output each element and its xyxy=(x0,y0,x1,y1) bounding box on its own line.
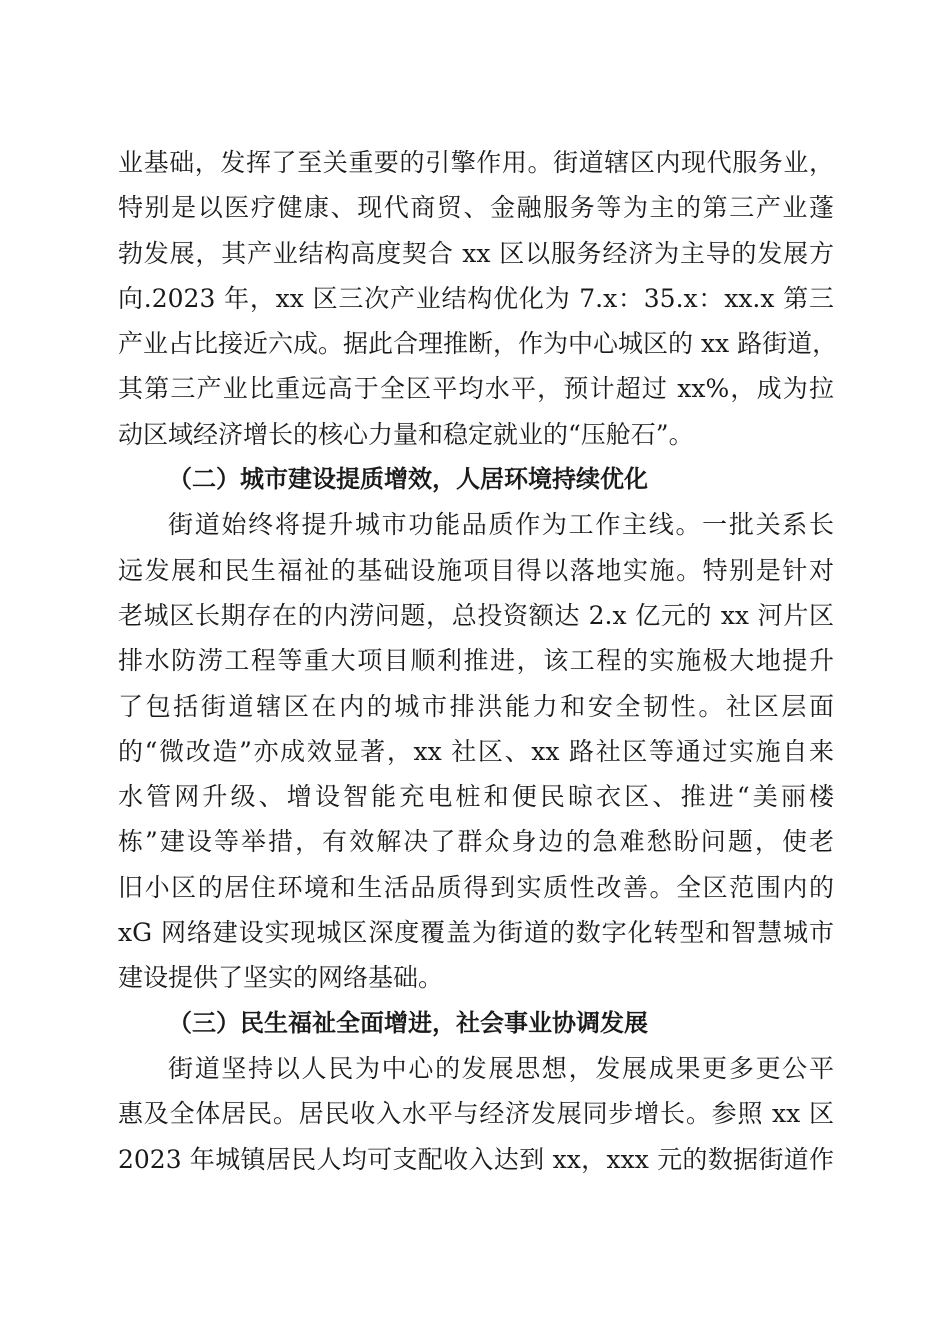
text-line: 惠及全体居民。居民收入水平与经济发展同步增长。参照 xx 区 xyxy=(118,1099,834,1129)
text-line: 老城区长期存在的内涝问题，总投资额达 2.x 亿元的 xx 河片区 xyxy=(118,600,834,630)
section-heading-livelihood: （三）民生福祉全面增进，社会事业协调发展 xyxy=(168,1008,648,1037)
text-line: 排水防涝工程等重大项目顺利推进，该工程的实施极大地提升 xyxy=(118,646,834,676)
text-line: 了包括街道辖区在内的城市排洪能力和安全韧性。社区层面 xyxy=(118,691,834,721)
text-line: 街道始终将提升城市功能品质作为工作主线。一批关系长 xyxy=(168,510,834,540)
text-line: 其第三产业比重远高于全区平均水平，预计超过 xx%，成为拉 xyxy=(118,374,834,404)
text-line: 动区域经济增长的核心力量和稳定就业的“压舱石”。 xyxy=(118,419,694,449)
text-line: 的“微改造”亦成效显著，xx 社区、xx 路社区等通过实施自来 xyxy=(118,736,834,766)
text-line: 2023 年城镇居民人均可支配收入达到 xx，xxx 元的数据街道作 xyxy=(118,1144,834,1174)
text-line: 旧小区的居住环境和生活品质得到实质性改善。全区范围内的 xyxy=(118,872,834,902)
paragraph-livelihood xyxy=(118,1046,834,1182)
section-heading-urban-construction: （二）城市建设提质增效，人居环境持续优化 xyxy=(168,465,648,494)
text-line: 水管网升级、增设智能充电桩和便民晾衣区、推进“美丽楼 xyxy=(118,782,834,812)
text-line: xG 网络建设实现城区深度覆盖为街道的数字化转型和智慧城市 xyxy=(118,918,834,948)
paragraph-urban-construction xyxy=(118,502,834,1000)
paragraph-economy-continued xyxy=(118,140,838,457)
text-line: 街道坚持以人民为中心的发展思想，发展成果更多更公平 xyxy=(168,1053,834,1083)
text-line: 产业占比接近六成。据此合理推断，作为中心城区的 xx 路街道， xyxy=(118,329,838,359)
text-line: 勃发展，其产业结构高度契合 xx 区以服务经济为主导的发展方 xyxy=(118,238,834,268)
document-body xyxy=(118,140,838,1182)
text-line: 业基础，发挥了至关重要的引擎作用。街道辖区内现代服务业， xyxy=(118,148,834,177)
text-line: 向.2023 年，xx 区三次产业结构优化为 7.x：35.x：xx.x 第三 xyxy=(118,283,834,313)
text-line: 远发展和民生福祉的基础设施项目得以落地实施。特别是针对 xyxy=(118,555,834,585)
text-line: 栋”建设等举措，有效解决了群众身边的急难愁盼问题，使老 xyxy=(118,827,834,857)
text-line: 建设提供了坚实的网络基础。 xyxy=(118,963,444,993)
text-line: 特别是以医疗健康、现代商贸、金融服务等为主的第三产业蓬 xyxy=(118,193,834,223)
